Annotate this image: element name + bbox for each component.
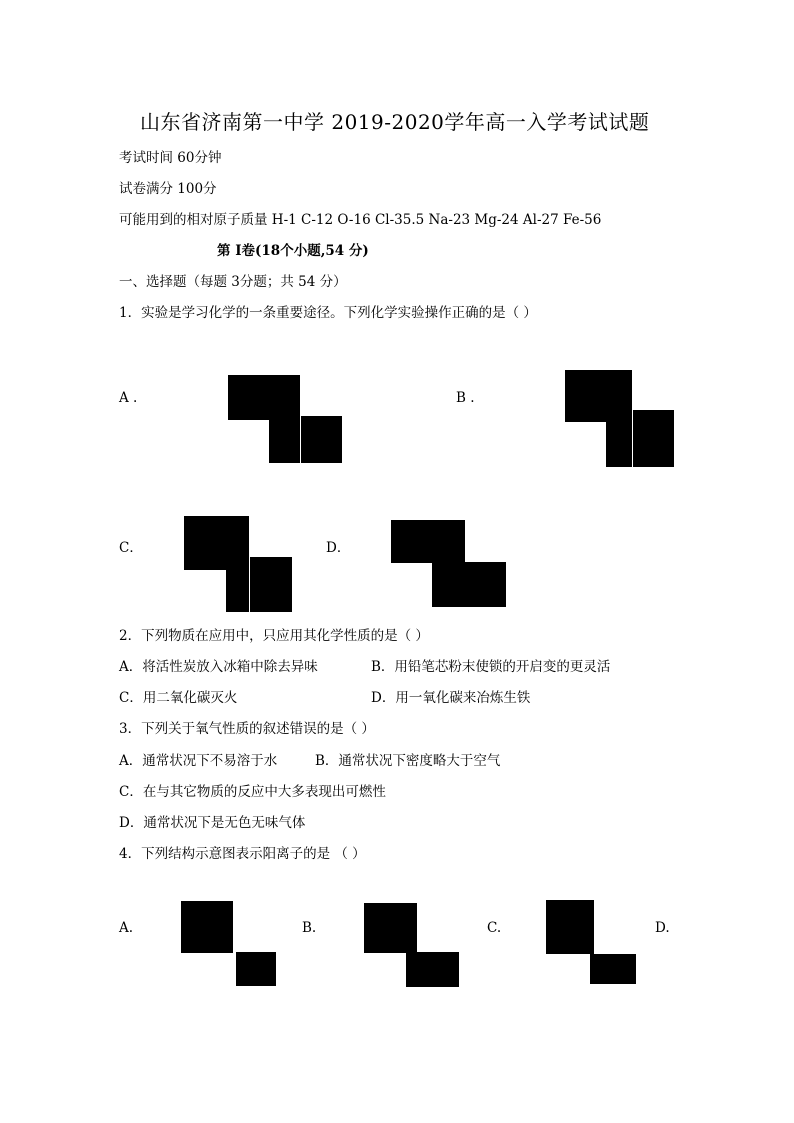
figure-block	[391, 520, 465, 563]
figure-block	[228, 375, 300, 420]
question-1-option-d-figure	[391, 520, 506, 607]
question-1-option-a-label: A .	[119, 390, 138, 406]
figure-block	[184, 516, 249, 570]
question-2-stem: 2．下列物质在应用中，只应用其化学性质的是（ ）	[119, 628, 429, 644]
question-2-option-d: D．用一氧化碳来冶炼生铁	[371, 690, 531, 706]
figure-block	[606, 422, 632, 467]
question-4-option-a-figure	[181, 901, 276, 986]
question-3-option-a: A．通常状况下不易溶于水	[119, 753, 278, 769]
volume-heading: 第 I卷(18个小题,54 分)	[217, 243, 369, 259]
question-2-option-a: A．将活性炭放入冰箱中除去异味	[119, 659, 318, 675]
atomic-masses: 可能用到的相对原子质量 H-1 C-12 O-16 Cl-35.5 Na-23 Mg-24 Al-27 Fe-56	[119, 212, 602, 228]
question-1-option-c-figure	[184, 516, 292, 612]
figure-block	[181, 901, 233, 953]
question-4-stem: 4．下列结构示意图表示阳离子的是 （ ）	[119, 846, 366, 862]
question-4-option-b-label: B.	[302, 920, 317, 936]
figure-block	[301, 416, 342, 463]
question-4-option-a-label: A.	[119, 920, 134, 936]
figure-block	[565, 370, 632, 422]
question-2-option-b: B．用铅笔芯粉末使锁的开启变的更灵活	[371, 659, 611, 675]
figure-block	[406, 952, 459, 987]
question-4-option-c-label: C.	[487, 920, 502, 936]
full-score: 试卷满分 100分	[119, 181, 217, 197]
question-2-option-c: C．用二氧化碳灭火	[119, 690, 238, 706]
figure-block	[250, 557, 292, 612]
question-1-option-c-label: C．	[119, 540, 143, 556]
exam-time: 考试时间 60分钟	[119, 150, 222, 166]
question-3-option-c: C．在与其它物质的反应中大多表现出可燃性	[119, 784, 386, 800]
question-3-option-b: B．通常状况下密度略大于空气	[315, 753, 501, 769]
question-1-option-a-figure	[228, 375, 342, 463]
question-1-option-b-figure	[565, 370, 674, 467]
figure-block	[546, 900, 594, 954]
document-title: 山东省济南第一中学 2019-2020学年高一入学考试试题	[140, 110, 650, 134]
question-4-option-b-figure	[364, 903, 459, 987]
figure-block	[269, 420, 300, 463]
question-4-option-d-label: D.	[655, 920, 670, 936]
figure-block	[633, 410, 674, 467]
figure-block	[590, 954, 636, 984]
question-3-stem: 3．下列关于氧气性质的叙述错误的是（ ）	[119, 721, 375, 737]
section-heading: 一、选择题（每题 3分题；共 54 分）	[119, 274, 347, 290]
figure-block	[236, 952, 276, 986]
question-1-option-b-label: B .	[456, 390, 475, 406]
question-1-stem: 1．实验是学习化学的一条重要途径。下列化学实验操作正确的是（ ）	[119, 305, 537, 321]
question-4-option-c-figure	[546, 900, 636, 984]
figure-block	[364, 903, 417, 953]
figure-block	[432, 562, 506, 607]
question-1-option-d-label: D．	[326, 540, 351, 556]
figure-block	[226, 570, 249, 612]
question-3-option-d: D．通常状况下是无色无味气体	[119, 815, 306, 831]
